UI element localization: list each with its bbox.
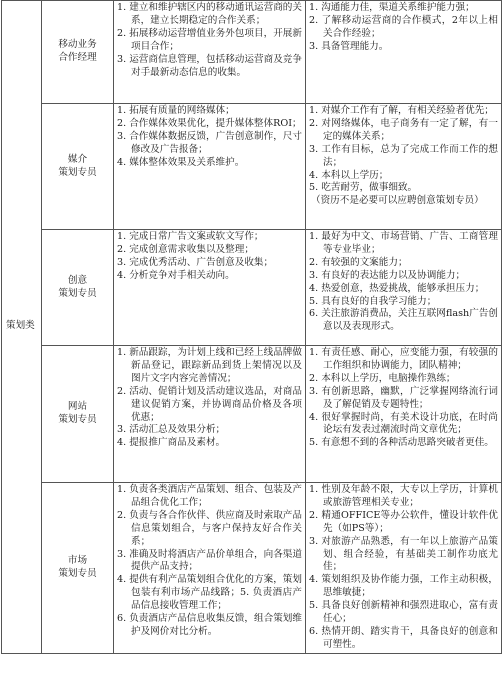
duties-cell [114,230,306,346]
requirement-item: 2. 精通OFFICE等办公软件，懂设计软件优先（如PS等）； [309,509,498,534]
duty-item: 1. 拓展有质量的网络媒体； [117,105,235,116]
duty-item: 4. 分析竞争对手相关动向。 [117,269,235,281]
table-row [2,483,502,654]
requirement-item: 3. 具备管理能力。 [309,40,389,52]
duty-item: 1. 完成日常广告文案或软文写作； [117,231,264,242]
requirement-item: 4. 策划组织及协作能力强，工作主动积极，思维敏捷； [309,574,498,599]
duty-item: 4. 提供有利产品策划组合优化的方案，策划包装有利市场产品线路；5. 负责酒店产品信息接收管理工作； [117,574,302,612]
position-title: 移动业务 合作经理 [58,39,97,63]
duty-item: 4. 提报推广商品及素材。 [117,437,226,449]
requirement-item: 3. 有创新思路，幽默，广泛掌握网络流行词及了解促销及专题特性； [309,385,498,410]
requirement-item: 2. 本科以上学历，电脑操作熟练； [309,372,456,384]
duties-cell [114,1,306,104]
requirement-item: 1. 有责任感、耐心，应变能力强，有较强的工作组织和协调能力，团队精神； [309,347,498,371]
duty-item: 1. 新品跟踪，为计划上线和已经上线品牌做新品登记，跟踪新品到货上架情况以及图片文字内容完善情况； [117,347,302,384]
duty-item: 2. 完成创意需求收集以及整理； [117,243,254,255]
duty-item: 3. 合作媒体数据反馈，广告创意制作，尺寸修改及广告报备； [117,130,302,155]
category-cell: 策划类 [2,1,42,654]
duties-cell [114,104,306,230]
duty-item: 4. 媒体整体效果及关系维护。 [117,156,245,168]
position-title: 创意 策划专员 [58,274,97,299]
position-cell [42,346,114,483]
requirement-item: 5. 具备良好创新精神和强烈进取心，富有责任心； [309,600,498,625]
duty-item: 3. 完成优秀活动、广告创意及收集； [117,256,274,268]
duties-cell [114,346,306,483]
table-row [2,230,502,346]
requirement-item: 3. 有良好的表达能力以及协调能力； [309,269,466,281]
duty-item: 2. 拓展移动运营增值业务外包项目，开展新项目合作； [117,27,302,52]
position-cell [42,104,114,230]
job-table [1,0,502,654]
requirement-item: 2. 了解移动运营商的合作模式，2年以上相关合作经验； [309,14,498,39]
table-row [2,1,502,104]
requirements-cell [306,1,502,104]
duty-item: 2. 负责与各合作伙伴、供应商及时索取产品信息策划组合，与客户保持友好合作关系； [117,509,302,547]
duty-item: 1. 建立和维护辖区内的移动通讯运营商的关系，建立长期稳定的合作关系； [117,2,302,26]
requirement-item: 4. 很好掌握时尚，有美术设计功底，在时尚论坛有发表过潮流时尚文章优先； [309,411,498,436]
duty-item: 6. 负责酒店产品信息收集反馈，组合策划维护及网价对比分析。 [117,613,302,637]
requirements-cell [306,483,502,654]
duties-cell [114,483,306,654]
position-title: 市场 策划专员 [58,554,97,579]
table-row [2,104,502,230]
duty-item: 2. 活动、促销计划及活动建议选品，对商品建议促销方案，并协调商品价格及各项优惠； [117,385,302,423]
position-title: 网站 策划专员 [58,401,97,425]
position-cell [42,230,114,346]
requirements-cell [306,346,502,483]
requirements-cell [306,230,502,346]
requirement-note: （资历不是必要可以应聘创意策划专员） [311,195,484,207]
position-title: 媒介 策划专员 [58,153,97,178]
requirement-item: 1. 沟通能力佳，渠道关系维护能力强； [309,2,475,13]
requirement-item: 6. 热情开朗、踏实肯干，具备良好的创意和可塑性。 [309,625,498,650]
requirement-item: 3. 工作有目标，总为了完成工作而工作的想法； [309,143,498,168]
requirement-item: 6. 关注旅游消费品，关注互联网flash广告创意以及表现形式。 [309,308,498,333]
duty-item: 1. 负责各类酒店产品策划、组合、包装及产品组合优化工作； [117,484,302,508]
requirement-item: 5. 有意想不到的各种活动思路突破者更佳。 [309,437,494,449]
requirement-item: 4. 本科以上学历； [309,169,389,181]
requirement-item: 1. 对媒介工作有了解，有相关经验者优先； [309,105,494,116]
duty-item: 3. 活动汇总及效果分析； [117,424,226,436]
position-cell [42,483,114,654]
requirement-item: 3. 对旅游产品熟悉，有一年以上旅游产品策划、组合经验，有基础美工制作功底尤佳； [309,535,498,573]
requirement-item: 2. 对网络媒体，电子商务有一定了解，有一定的媒体关系； [309,117,498,142]
requirement-item: 5. 吃苦耐劳，做事细致。 [309,182,418,194]
duty-item: 3. 准确及时将酒店产品价单组合，向各渠道提供产品支持； [117,548,302,573]
table-row [2,346,502,483]
requirement-item: 4. 热爱创意，热爱挑战，能够承担压力； [309,282,485,294]
position-cell [42,1,114,104]
duty-item: 3. 运营商信息管理，包括移动运营商及竞争对手最新动态信息的收集。 [117,53,302,78]
requirements-cell [306,104,502,230]
duty-item: 2. 合作媒体效果优化，提升媒体整体ROI； [117,117,302,129]
requirement-item: 1. 最好为中文、市场营销、广告、工商管理等专业毕业； [309,231,498,255]
requirement-item: 5. 具有良好的自我学习能力； [309,295,437,307]
requirement-item: 1. 性别及年龄不限，大专以上学历，计算机或旅游管理相关专业； [309,484,498,508]
requirement-item: 2. 有较强的文案能力； [309,256,408,268]
